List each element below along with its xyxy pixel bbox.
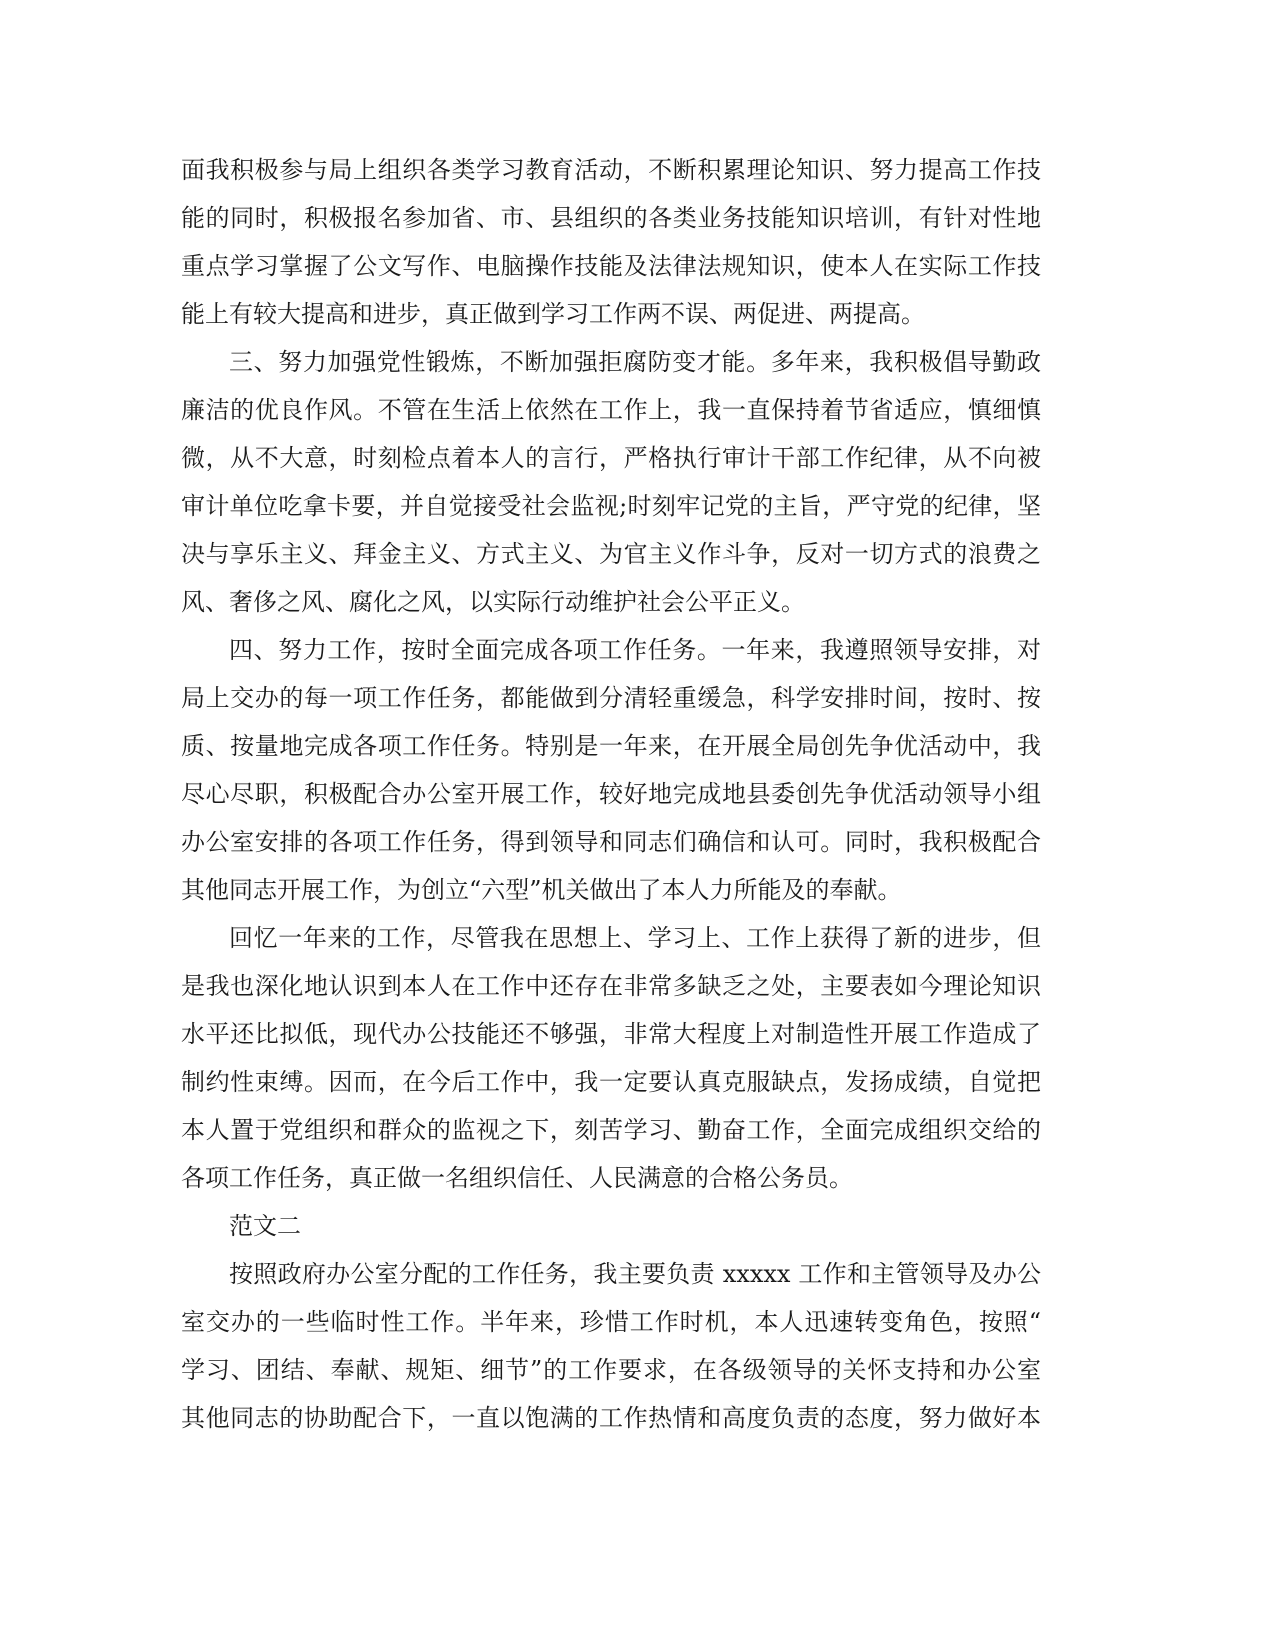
text-line: 学习、团结、奉献、规矩、细节”的工作要求，在各级领导的关怀支持和办公室 xyxy=(181,1356,1041,1384)
paragraph-study xyxy=(181,146,1041,338)
text-line: 廉洁的优良作风。不管在生活上依然在工作上，我一直保持着节省适应，慎细慎 xyxy=(181,396,1041,424)
text-line: 局上交办的每一项工作任务，都能做到分清轻重缓急，科学安排时间，按时、按 xyxy=(181,684,1041,712)
text-line: 风、奢侈之风、腐化之风，以实际行动维护社会公平正义。 xyxy=(181,588,805,616)
text-line: 重点学习掌握了公文写作、电脑操作技能及法律法规知识，使本人在实际工作技 xyxy=(181,252,1041,280)
paragraph-work-tasks xyxy=(181,626,1041,914)
text-line: 回忆一年来的工作，尽管我在思想上、学习上、工作上获得了新的进步，但 xyxy=(229,924,1041,952)
text-line: 其他同志的协助配合下，一直以饱满的工作热情和高度负责的态度，努力做好本 xyxy=(181,1404,1041,1432)
text-line: 面我积极参与局上组织各类学习教育活动，不断积累理论知识、努力提高工作技 xyxy=(181,156,1041,184)
text-line: 水平还比拟低，现代办公技能还不够强，非常大程度上对制造性开展工作造成了 xyxy=(181,1020,1041,1048)
text-line: 能上有较大提高和进步，真正做到学习工作两不误、两促进、两提高。 xyxy=(181,300,925,328)
text-line: 其他同志开展工作，为创立“六型”机关做出了本人力所能及的奉献。 xyxy=(181,876,902,904)
text-line: 是我也深化地认识到本人在工作中还存在非常多缺乏之处，主要表如今理论知识 xyxy=(181,972,1041,1000)
document-body xyxy=(181,146,1041,1442)
text-line: 质、按量地完成各项工作任务。特别是一年来，在开展全局创先争优活动中，我 xyxy=(181,732,1041,760)
text-line: 制约性束缚。因而，在今后工作中，我一定要认真克服缺点，发扬成绩，自觉把 xyxy=(181,1068,1041,1096)
text-line: 本人置于党组织和群众的监视之下，刻苦学习、勤奋工作，全面完成组织交给的 xyxy=(181,1116,1041,1144)
section-heading-sample-two xyxy=(181,1202,1041,1250)
text-line: 按照政府办公室分配的工作任务，我主要负责 xxxxx 工作和主管领导及办公 xyxy=(229,1260,1041,1288)
text-line: 能的同时，积极报名参加省、市、县组织的各类业务技能知识培训，有针对性地 xyxy=(181,204,1041,232)
text-line: 三、努力加强党性锻炼，不断加强拒腐防变才能。多年来，我积极倡导勤政 xyxy=(229,348,1041,376)
text-line: 审计单位吃拿卡要，并自觉接受社会监视;时刻牢记党的主旨，严守党的纪律，坚 xyxy=(181,492,1041,520)
text-line: 微，从不大意，时刻检点着本人的言行，严格执行审计干部工作纪律，从不向被 xyxy=(181,444,1041,472)
text-line: 室交办的一些临时性工作。半年来，珍惜工作时机，本人迅速转变角色，按照“ xyxy=(181,1308,1041,1336)
paragraph-sample-two-intro xyxy=(181,1250,1041,1442)
paragraph-party-discipline xyxy=(181,338,1041,626)
text-line: 尽心尽职，积极配合办公室开展工作，较好地完成地县委创先争优活动领导小组 xyxy=(181,780,1041,808)
text-line: 办公室安排的各项工作任务，得到领导和同志们确信和认可。同时，我积极配合 xyxy=(181,828,1041,856)
text-line: 决与享乐主义、拜金主义、方式主义、为官主义作斗争，反对一切方式的浪费之 xyxy=(181,540,1041,568)
text-line: 四、努力工作，按时全面完成各项工作任务。一年来，我遵照领导安排，对 xyxy=(229,636,1041,664)
paragraph-review xyxy=(181,914,1041,1202)
section-title: 范文二 xyxy=(229,1212,301,1240)
text-line: 各项工作任务，真正做一名组织信任、人民满意的合格公务员。 xyxy=(181,1164,853,1192)
